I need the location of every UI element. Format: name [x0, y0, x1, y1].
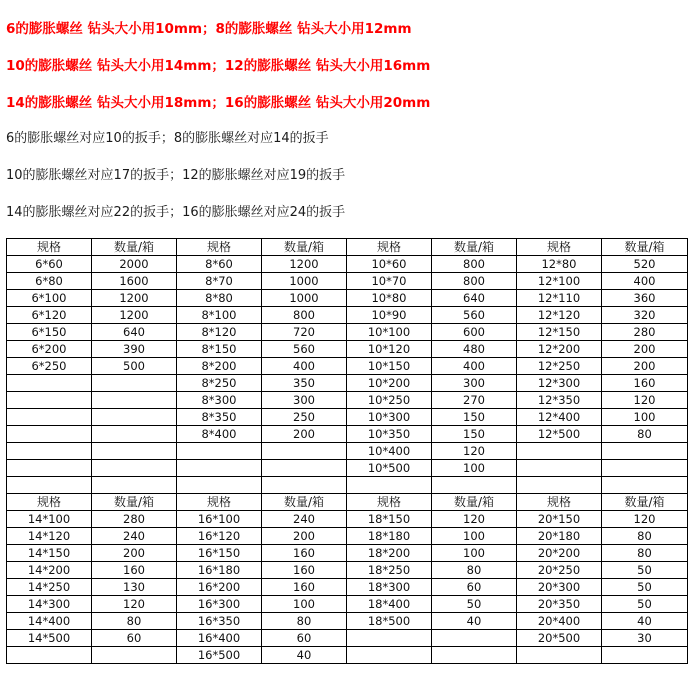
cell-qty: 150 [432, 409, 517, 426]
table-row [7, 375, 688, 392]
cell-spec [347, 630, 432, 647]
cell-spec: 8*120 [177, 324, 262, 341]
cell-spec: 6*120 [7, 307, 92, 324]
cell-spec: 18*300 [347, 579, 432, 596]
cell-qty: 120 [92, 596, 177, 613]
cell-qty [262, 443, 347, 460]
table-row [7, 358, 688, 375]
cell-qty: 60 [262, 630, 347, 647]
cell-spec: 12*110 [517, 290, 602, 307]
cell-qty [92, 392, 177, 409]
cell-qty: 120 [602, 392, 688, 409]
cell-spec [517, 647, 602, 664]
cell-qty: 640 [432, 290, 517, 307]
header-spec: 规格 [517, 239, 602, 256]
cell-spec: 14*120 [7, 528, 92, 545]
cell-spec [7, 392, 92, 409]
cell-qty [432, 477, 517, 494]
note-wrench-14-16: 14的膨胀螺丝对应22的扳手；16的膨胀螺丝对应24的扳手 [6, 205, 346, 220]
cell-spec: 12*350 [517, 392, 602, 409]
cell-spec: 12*250 [517, 358, 602, 375]
cell-spec: 16*300 [177, 596, 262, 613]
cell-qty [602, 477, 688, 494]
cell-spec: 6*200 [7, 341, 92, 358]
header-spec: 规格 [177, 494, 262, 511]
cell-spec: 8*250 [177, 375, 262, 392]
cell-qty: 80 [432, 562, 517, 579]
header-qty: 数量/箱 [432, 494, 517, 511]
cell-qty: 240 [262, 511, 347, 528]
table-row [7, 426, 688, 443]
cell-qty: 80 [602, 545, 688, 562]
cell-qty: 150 [432, 426, 517, 443]
cell-spec: 12*300 [517, 375, 602, 392]
cell-spec: 10*500 [347, 460, 432, 477]
cell-qty: 720 [262, 324, 347, 341]
cell-spec: 20*500 [517, 630, 602, 647]
cell-spec: 20*150 [517, 511, 602, 528]
table-row [7, 528, 688, 545]
cell-spec: 10*100 [347, 324, 432, 341]
cell-spec: 14*500 [7, 630, 92, 647]
table-row [7, 647, 688, 664]
cell-spec: 8*200 [177, 358, 262, 375]
table-row [7, 613, 688, 630]
cell-spec: 10*60 [347, 256, 432, 273]
cell-qty: 160 [262, 579, 347, 596]
cell-spec: 18*150 [347, 511, 432, 528]
block1-header-row [7, 239, 688, 256]
cell-qty: 520 [602, 256, 688, 273]
cell-spec: 10*90 [347, 307, 432, 324]
cell-spec [7, 443, 92, 460]
cell-qty: 800 [262, 307, 347, 324]
cell-spec: 10*200 [347, 375, 432, 392]
note-wrench-6-8: 6的膨胀螺丝对应10的扳手；8的膨胀螺丝对应14的扳手 [6, 131, 329, 146]
cell-qty: 40 [262, 647, 347, 664]
cell-qty: 120 [432, 443, 517, 460]
cell-spec: 18*250 [347, 562, 432, 579]
cell-spec [7, 375, 92, 392]
cell-qty [262, 460, 347, 477]
cell-qty: 400 [262, 358, 347, 375]
cell-qty: 480 [432, 341, 517, 358]
header-spec: 规格 [7, 239, 92, 256]
cell-spec [517, 443, 602, 460]
cell-qty: 240 [92, 528, 177, 545]
cell-qty: 60 [432, 579, 517, 596]
spec-table [6, 238, 688, 664]
cell-spec: 18*200 [347, 545, 432, 562]
cell-spec: 16*150 [177, 545, 262, 562]
cell-qty: 640 [92, 324, 177, 341]
table-row [7, 324, 688, 341]
cell-qty: 160 [262, 545, 347, 562]
cell-spec: 12*500 [517, 426, 602, 443]
cell-spec: 16*350 [177, 613, 262, 630]
cell-qty: 390 [92, 341, 177, 358]
cell-spec: 12*200 [517, 341, 602, 358]
cell-qty: 40 [602, 613, 688, 630]
cell-spec: 20*400 [517, 613, 602, 630]
cell-qty: 1200 [262, 256, 347, 273]
cell-spec: 16*500 [177, 647, 262, 664]
cell-qty: 360 [602, 290, 688, 307]
cell-qty: 270 [432, 392, 517, 409]
cell-spec: 8*70 [177, 273, 262, 290]
cell-qty [602, 460, 688, 477]
cell-qty: 200 [92, 545, 177, 562]
cell-qty [432, 647, 517, 664]
cell-qty: 1200 [92, 290, 177, 307]
cell-qty [92, 477, 177, 494]
cell-qty: 100 [432, 460, 517, 477]
cell-qty: 400 [602, 273, 688, 290]
header-spec: 规格 [517, 494, 602, 511]
cell-spec: 16*100 [177, 511, 262, 528]
cell-spec: 10*150 [347, 358, 432, 375]
cell-qty: 40 [432, 613, 517, 630]
cell-spec [7, 409, 92, 426]
cell-spec [517, 460, 602, 477]
cell-qty [92, 409, 177, 426]
cell-spec: 8*300 [177, 392, 262, 409]
cell-spec: 20*250 [517, 562, 602, 579]
cell-qty: 80 [602, 426, 688, 443]
cell-spec: 14*300 [7, 596, 92, 613]
cell-qty: 50 [602, 579, 688, 596]
header-spec: 规格 [177, 239, 262, 256]
cell-spec [7, 426, 92, 443]
header-qty: 数量/箱 [262, 494, 347, 511]
cell-spec: 10*120 [347, 341, 432, 358]
cell-spec: 6*250 [7, 358, 92, 375]
cell-spec: 20*200 [517, 545, 602, 562]
cell-spec: 8*150 [177, 341, 262, 358]
cell-spec: 14*250 [7, 579, 92, 596]
cell-qty: 160 [262, 562, 347, 579]
cell-spec: 10*80 [347, 290, 432, 307]
block2-header-row [7, 494, 688, 511]
cell-spec: 6*60 [7, 256, 92, 273]
note-drill-6-8: 6的膨胀螺丝 钻头大小用10mm；8的膨胀螺丝 钻头大小用12mm [6, 21, 412, 37]
cell-spec: 6*100 [7, 290, 92, 307]
cell-qty [92, 426, 177, 443]
header-qty: 数量/箱 [92, 494, 177, 511]
cell-spec: 16*400 [177, 630, 262, 647]
cell-qty: 500 [92, 358, 177, 375]
cell-spec: 12*120 [517, 307, 602, 324]
header-qty: 数量/箱 [262, 239, 347, 256]
cell-spec: 14*400 [7, 613, 92, 630]
cell-qty: 100 [602, 409, 688, 426]
cell-qty: 800 [432, 256, 517, 273]
cell-qty: 30 [602, 630, 688, 647]
cell-qty: 100 [432, 545, 517, 562]
cell-qty: 80 [92, 613, 177, 630]
table-row [7, 273, 688, 290]
cell-qty: 120 [602, 511, 688, 528]
cell-qty: 50 [602, 562, 688, 579]
cell-qty: 600 [432, 324, 517, 341]
cell-qty: 560 [262, 341, 347, 358]
cell-qty: 100 [432, 528, 517, 545]
cell-spec: 16*180 [177, 562, 262, 579]
cell-qty: 200 [262, 426, 347, 443]
cell-qty: 800 [432, 273, 517, 290]
cell-qty: 130 [92, 579, 177, 596]
table-row [7, 307, 688, 324]
cell-qty: 200 [602, 341, 688, 358]
table-row [7, 409, 688, 426]
cell-spec: 8*100 [177, 307, 262, 324]
cell-qty: 200 [262, 528, 347, 545]
table-row [7, 443, 688, 460]
cell-qty [92, 375, 177, 392]
header-qty: 数量/箱 [92, 239, 177, 256]
cell-qty: 50 [432, 596, 517, 613]
cell-spec: 10*70 [347, 273, 432, 290]
cell-spec: 14*150 [7, 545, 92, 562]
table-row [7, 341, 688, 358]
cell-spec [7, 460, 92, 477]
note-drill-14-16: 14的膨胀螺丝 钻头大小用18mm；16的膨胀螺丝 钻头大小用20mm [6, 95, 431, 111]
cell-qty: 280 [602, 324, 688, 341]
cell-spec: 18*180 [347, 528, 432, 545]
cell-spec [177, 443, 262, 460]
header-spec: 规格 [347, 239, 432, 256]
table-row [7, 579, 688, 596]
cell-spec: 14*200 [7, 562, 92, 579]
cell-qty: 1600 [92, 273, 177, 290]
cell-qty: 1000 [262, 273, 347, 290]
cell-qty: 350 [262, 375, 347, 392]
cell-qty: 80 [602, 528, 688, 545]
cell-qty: 60 [92, 630, 177, 647]
cell-spec: 20*180 [517, 528, 602, 545]
header-qty: 数量/箱 [602, 239, 688, 256]
cell-spec: 8*350 [177, 409, 262, 426]
note-drill-10-12: 10的膨胀螺丝 钻头大小用14mm；12的膨胀螺丝 钻头大小用16mm [6, 58, 431, 74]
cell-spec: 6*150 [7, 324, 92, 341]
cell-qty: 280 [92, 511, 177, 528]
cell-spec [7, 647, 92, 664]
cell-spec [347, 477, 432, 494]
cell-spec: 20*350 [517, 596, 602, 613]
cell-spec: 12*80 [517, 256, 602, 273]
header-qty: 数量/箱 [432, 239, 517, 256]
cell-qty: 300 [432, 375, 517, 392]
cell-spec: 18*400 [347, 596, 432, 613]
cell-qty: 50 [602, 596, 688, 613]
cell-qty: 560 [432, 307, 517, 324]
cell-qty [602, 647, 688, 664]
cell-spec: 20*300 [517, 579, 602, 596]
cell-spec: 10*400 [347, 443, 432, 460]
cell-qty: 300 [262, 392, 347, 409]
cell-qty [92, 460, 177, 477]
cell-spec [7, 477, 92, 494]
header-qty: 数量/箱 [602, 494, 688, 511]
cell-spec: 16*120 [177, 528, 262, 545]
cell-qty: 80 [262, 613, 347, 630]
table-row [7, 460, 688, 477]
note-wrench-10-12: 10的膨胀螺丝对应17的扳手；12的膨胀螺丝对应19的扳手 [6, 168, 346, 183]
table-row [7, 256, 688, 273]
cell-qty: 160 [92, 562, 177, 579]
cell-qty: 1200 [92, 307, 177, 324]
cell-qty: 100 [262, 596, 347, 613]
table-row [7, 545, 688, 562]
cell-qty: 400 [432, 358, 517, 375]
table-row [7, 630, 688, 647]
cell-spec: 10*350 [347, 426, 432, 443]
cell-spec: 12*150 [517, 324, 602, 341]
cell-qty [602, 443, 688, 460]
cell-spec: 10*250 [347, 392, 432, 409]
cell-spec: 8*80 [177, 290, 262, 307]
cell-qty: 200 [602, 358, 688, 375]
cell-qty: 2000 [92, 256, 177, 273]
cell-spec: 8*60 [177, 256, 262, 273]
cell-qty: 1000 [262, 290, 347, 307]
cell-qty [92, 647, 177, 664]
cell-spec [347, 647, 432, 664]
cell-spec: 8*400 [177, 426, 262, 443]
cell-qty [92, 443, 177, 460]
cell-spec: 10*300 [347, 409, 432, 426]
header-spec: 规格 [7, 494, 92, 511]
table-row [7, 511, 688, 528]
cell-spec: 12*100 [517, 273, 602, 290]
cell-spec [517, 477, 602, 494]
cell-spec: 14*100 [7, 511, 92, 528]
table-row [7, 392, 688, 409]
cell-qty: 320 [602, 307, 688, 324]
cell-spec: 18*500 [347, 613, 432, 630]
table-row [7, 562, 688, 579]
cell-spec: 12*400 [517, 409, 602, 426]
cell-spec: 6*80 [7, 273, 92, 290]
table-row [7, 290, 688, 307]
cell-qty [432, 630, 517, 647]
cell-qty [262, 477, 347, 494]
table-row [7, 477, 688, 494]
header-spec: 规格 [347, 494, 432, 511]
cell-spec [177, 460, 262, 477]
cell-spec: 16*200 [177, 579, 262, 596]
cell-qty: 160 [602, 375, 688, 392]
cell-qty: 120 [432, 511, 517, 528]
table-row [7, 596, 688, 613]
cell-spec [177, 477, 262, 494]
cell-qty: 250 [262, 409, 347, 426]
